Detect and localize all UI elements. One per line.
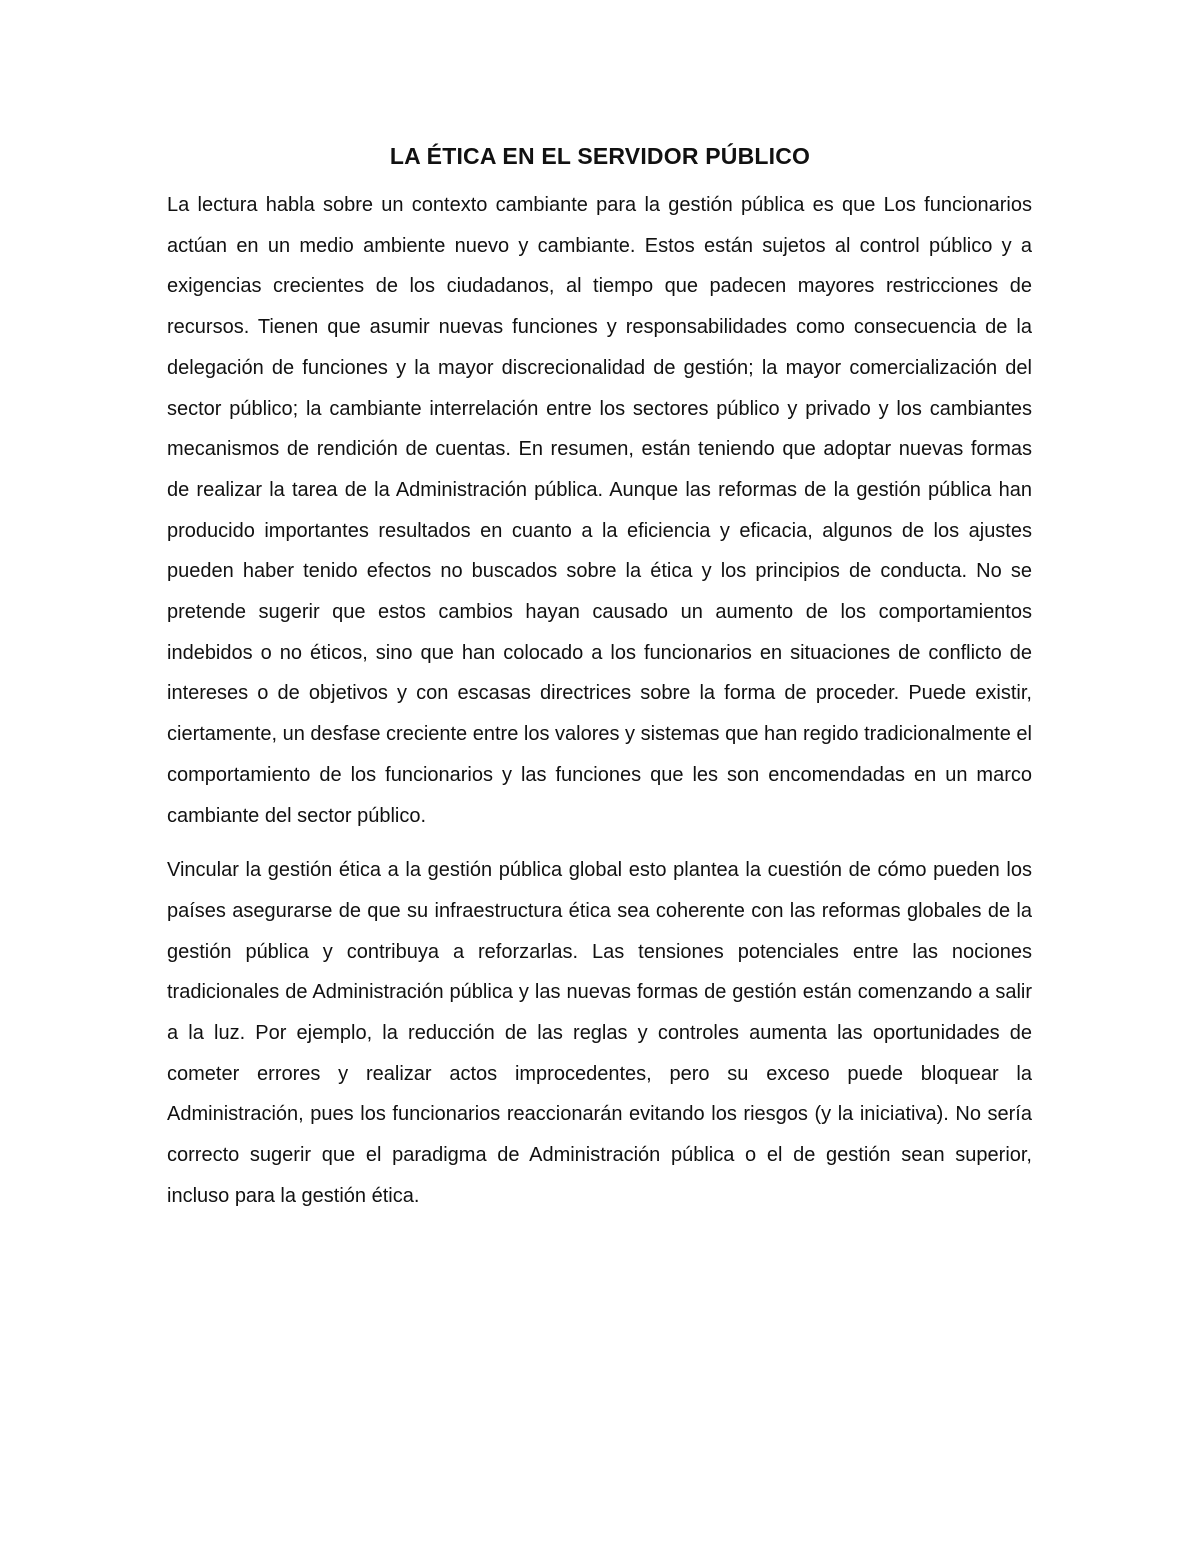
document-body	[167, 185, 1032, 1217]
paragraph-1: La lectura habla sobre un contexto cambiante para la gestión pública es que Los funcionarios actúan en un medio ambiente nuevo y cambiante. Estos están sujetos al control público y a exigencias crecientes de los ciudadanos, al tiempo que padecen mayores restricciones de recursos. Tienen que asumir nuevas funciones y responsabilidades como consecuencia de la delegación de funciones y la mayor discrecionalidad de gestión; la mayor comercialización del sector público; la cambiante interrelación entre los sectores público y privado y los cambiantes mecanismos de rendición de cuentas. En resumen, están teniendo que adoptar nuevas formas de realizar la tarea de la Administración pública. Aunque las reformas de la gestión pública han producido importantes resultados en cuanto a la eficiencia y eficacia, algunos de los ajustes pueden haber tenido efectos no buscados sobre la ética y los principios de conducta. No se pretende sugerir que estos cambios hayan causado un aumento de los comportamientos indebidos o no éticos, sino que han colocado a los funcionarios en situaciones de conflicto de intereses o de objetivos y con escasas directrices sobre la forma de proceder. Puede existir, ciertamente, un desfase creciente entre los valores y sistemas que han regido tradicionalmente el comportamiento de los funcionarios y las funciones que les son encomendadas en un marco cambiante del sector público.	[167, 194, 1032, 827]
document-title: LA ÉTICA EN EL SERVIDOR PÚBLICO	[389, 143, 811, 169]
paragraph-2: Vincular la gestión ética a la gestión pública global esto plantea la cuestión de cómo pueden los países asegurarse de que su infraestructura ética sea coherente con las reformas globales de la gestión pública y contribuya a reforzarlas. Las tensiones potenciales entre las nociones tradicionales de Administración pública y las nuevas formas de gestión están comenzando a salir a la luz. Por ejemplo, la reducción de las reglas y controles aumenta las oportunidades de cometer errores y realizar actos improcedentes, pero su exceso puede bloquear la Administración, pues los funcionarios reaccionarán evitando los riesgos (y la iniciativa). No sería correcto sugerir que el paradigma de Administración pública o el de gestión sean superior, incluso para la gestión ética.	[167, 859, 1032, 1207]
